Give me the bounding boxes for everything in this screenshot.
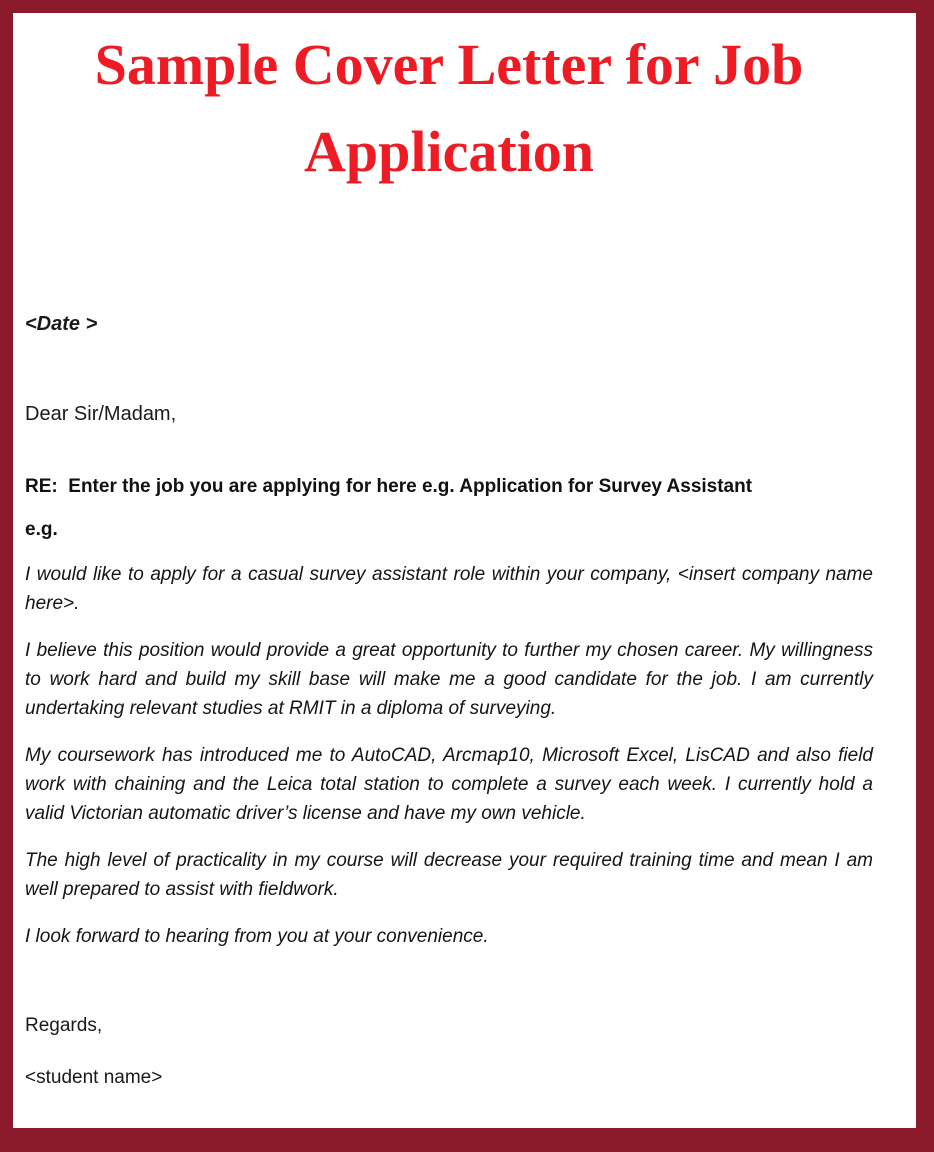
date-placeholder: <Date >	[25, 313, 98, 335]
body-paragraph-5: I look forward to hearing from you at your convenience.	[25, 926, 489, 947]
eg-label: e.g.	[25, 519, 58, 540]
page-title: Sample Cover Letter for Job Application	[94, 32, 804, 184]
body-paragraph-1: I would like to apply for a casual survey assistant role within your company, <insert company name here>.	[25, 564, 873, 614]
closing: Regards,	[25, 1015, 103, 1036]
body-paragraph-4: The high level of practicality in my course will decrease your required training time and mean I am well prepared to assist with fieldwork.	[25, 850, 873, 900]
signature-placeholder: <student name>	[25, 1067, 163, 1088]
salutation: Dear Sir/Madam,	[25, 403, 177, 425]
letter-content	[13, 13, 916, 1128]
body-paragraph-2: I believe this position would provide a great opportunity to further my chosen career. My willingness to work hard and build my skill base will make me a good candidate for the job. I am currently undertaking relevant studies at RMIT in a diploma of surveying.	[25, 640, 873, 719]
body-paragraph-3: My coursework has introduced me to AutoCAD, Arcmap10, Microsoft Excel, LisCAD and also field work with chaining and the Leica total station to complete a survey each week. I currently hold a valid Victorian automatic driver’s license and have my own vehicle.	[25, 745, 873, 824]
subject-line: RE: Enter the job you are applying for here e.g. Application for Survey Assistant	[25, 476, 753, 497]
